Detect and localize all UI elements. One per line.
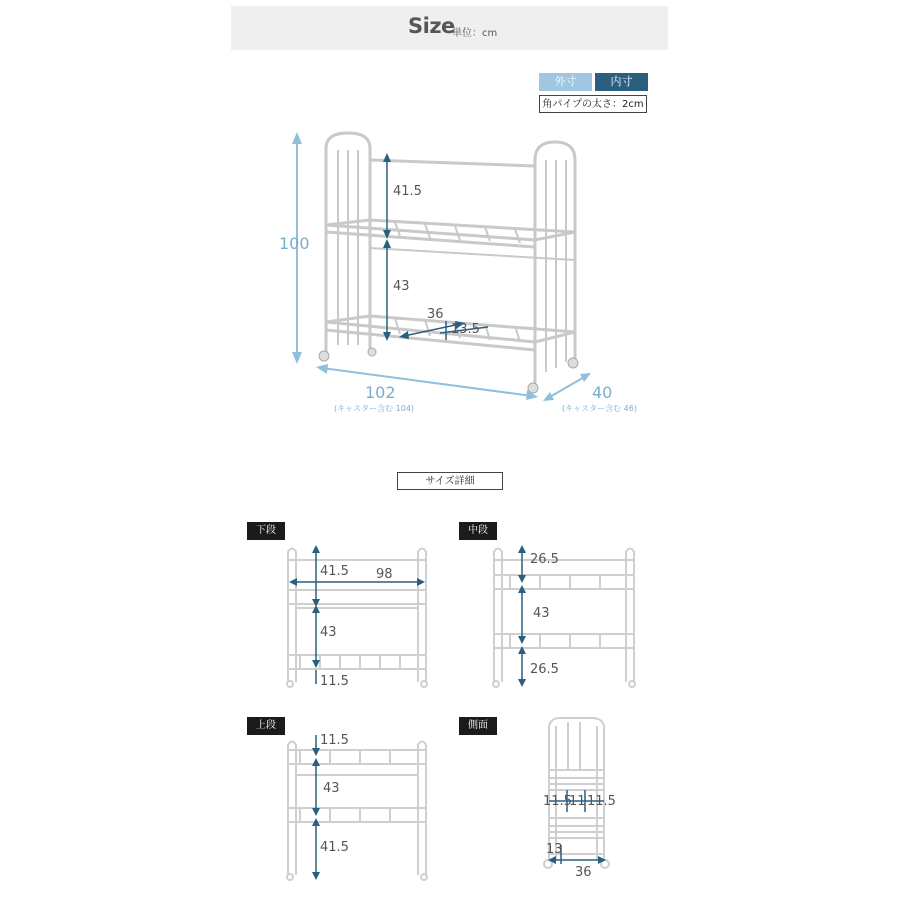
lower-top-label: 41.5 [320,564,349,579]
tag-middle-tier: 中段 [459,522,497,540]
side-a-label: 11.5 [543,794,572,809]
upper-tier-rack [287,742,427,881]
width-caster-note: (キャスター含む 104) [334,404,415,413]
size-unit: 単位：cm [452,28,498,39]
depth-label: 40 [592,383,613,402]
lower-gap-label: 43 [393,279,410,294]
middle-top-label: 26.5 [530,552,559,567]
lower-width-label: 98 [376,567,393,582]
upper-bottom-label: 41.5 [320,840,349,855]
middle-tier-dims [518,545,526,687]
side-caster-label: 13 [546,842,563,857]
middle-bottom-label: 26.5 [530,662,559,677]
middle-middle-label: 43 [533,606,550,621]
lower-tier-dims [289,545,425,684]
legend-inner: 内寸 [595,73,648,91]
inner-depth-label: 36 [427,307,444,322]
depth-caster-note: (キャスター含む 46) [562,404,637,413]
size-detail-label: サイズ詳細 [397,472,503,490]
lower-middle-label: 43 [320,625,337,640]
tag-side-view: 側面 [459,717,497,735]
tag-lower-tier: 下段 [247,522,285,540]
pipe-thickness-note: 角パイプの太さ：2cm [539,95,647,113]
height-label: 100 [279,234,310,253]
size-title: Size [408,14,455,38]
tag-upper-tier: 上段 [247,717,285,735]
middle-tier-rack [493,549,635,688]
upper-middle-label: 43 [323,781,340,796]
side-b-label: 11 [569,794,586,809]
legend-outer: 外寸 [539,73,592,91]
upper-gap-label: 41.5 [393,184,422,199]
side-depth-label: 36 [575,865,592,880]
upper-top-label: 11.5 [320,733,349,748]
width-label: 102 [365,383,396,402]
lower-tier-rack [287,549,427,688]
lower-bottom-label: 11.5 [320,674,349,689]
slat-gap-label: 13.5 [451,322,480,337]
side-c-label: 11.5 [587,794,616,809]
